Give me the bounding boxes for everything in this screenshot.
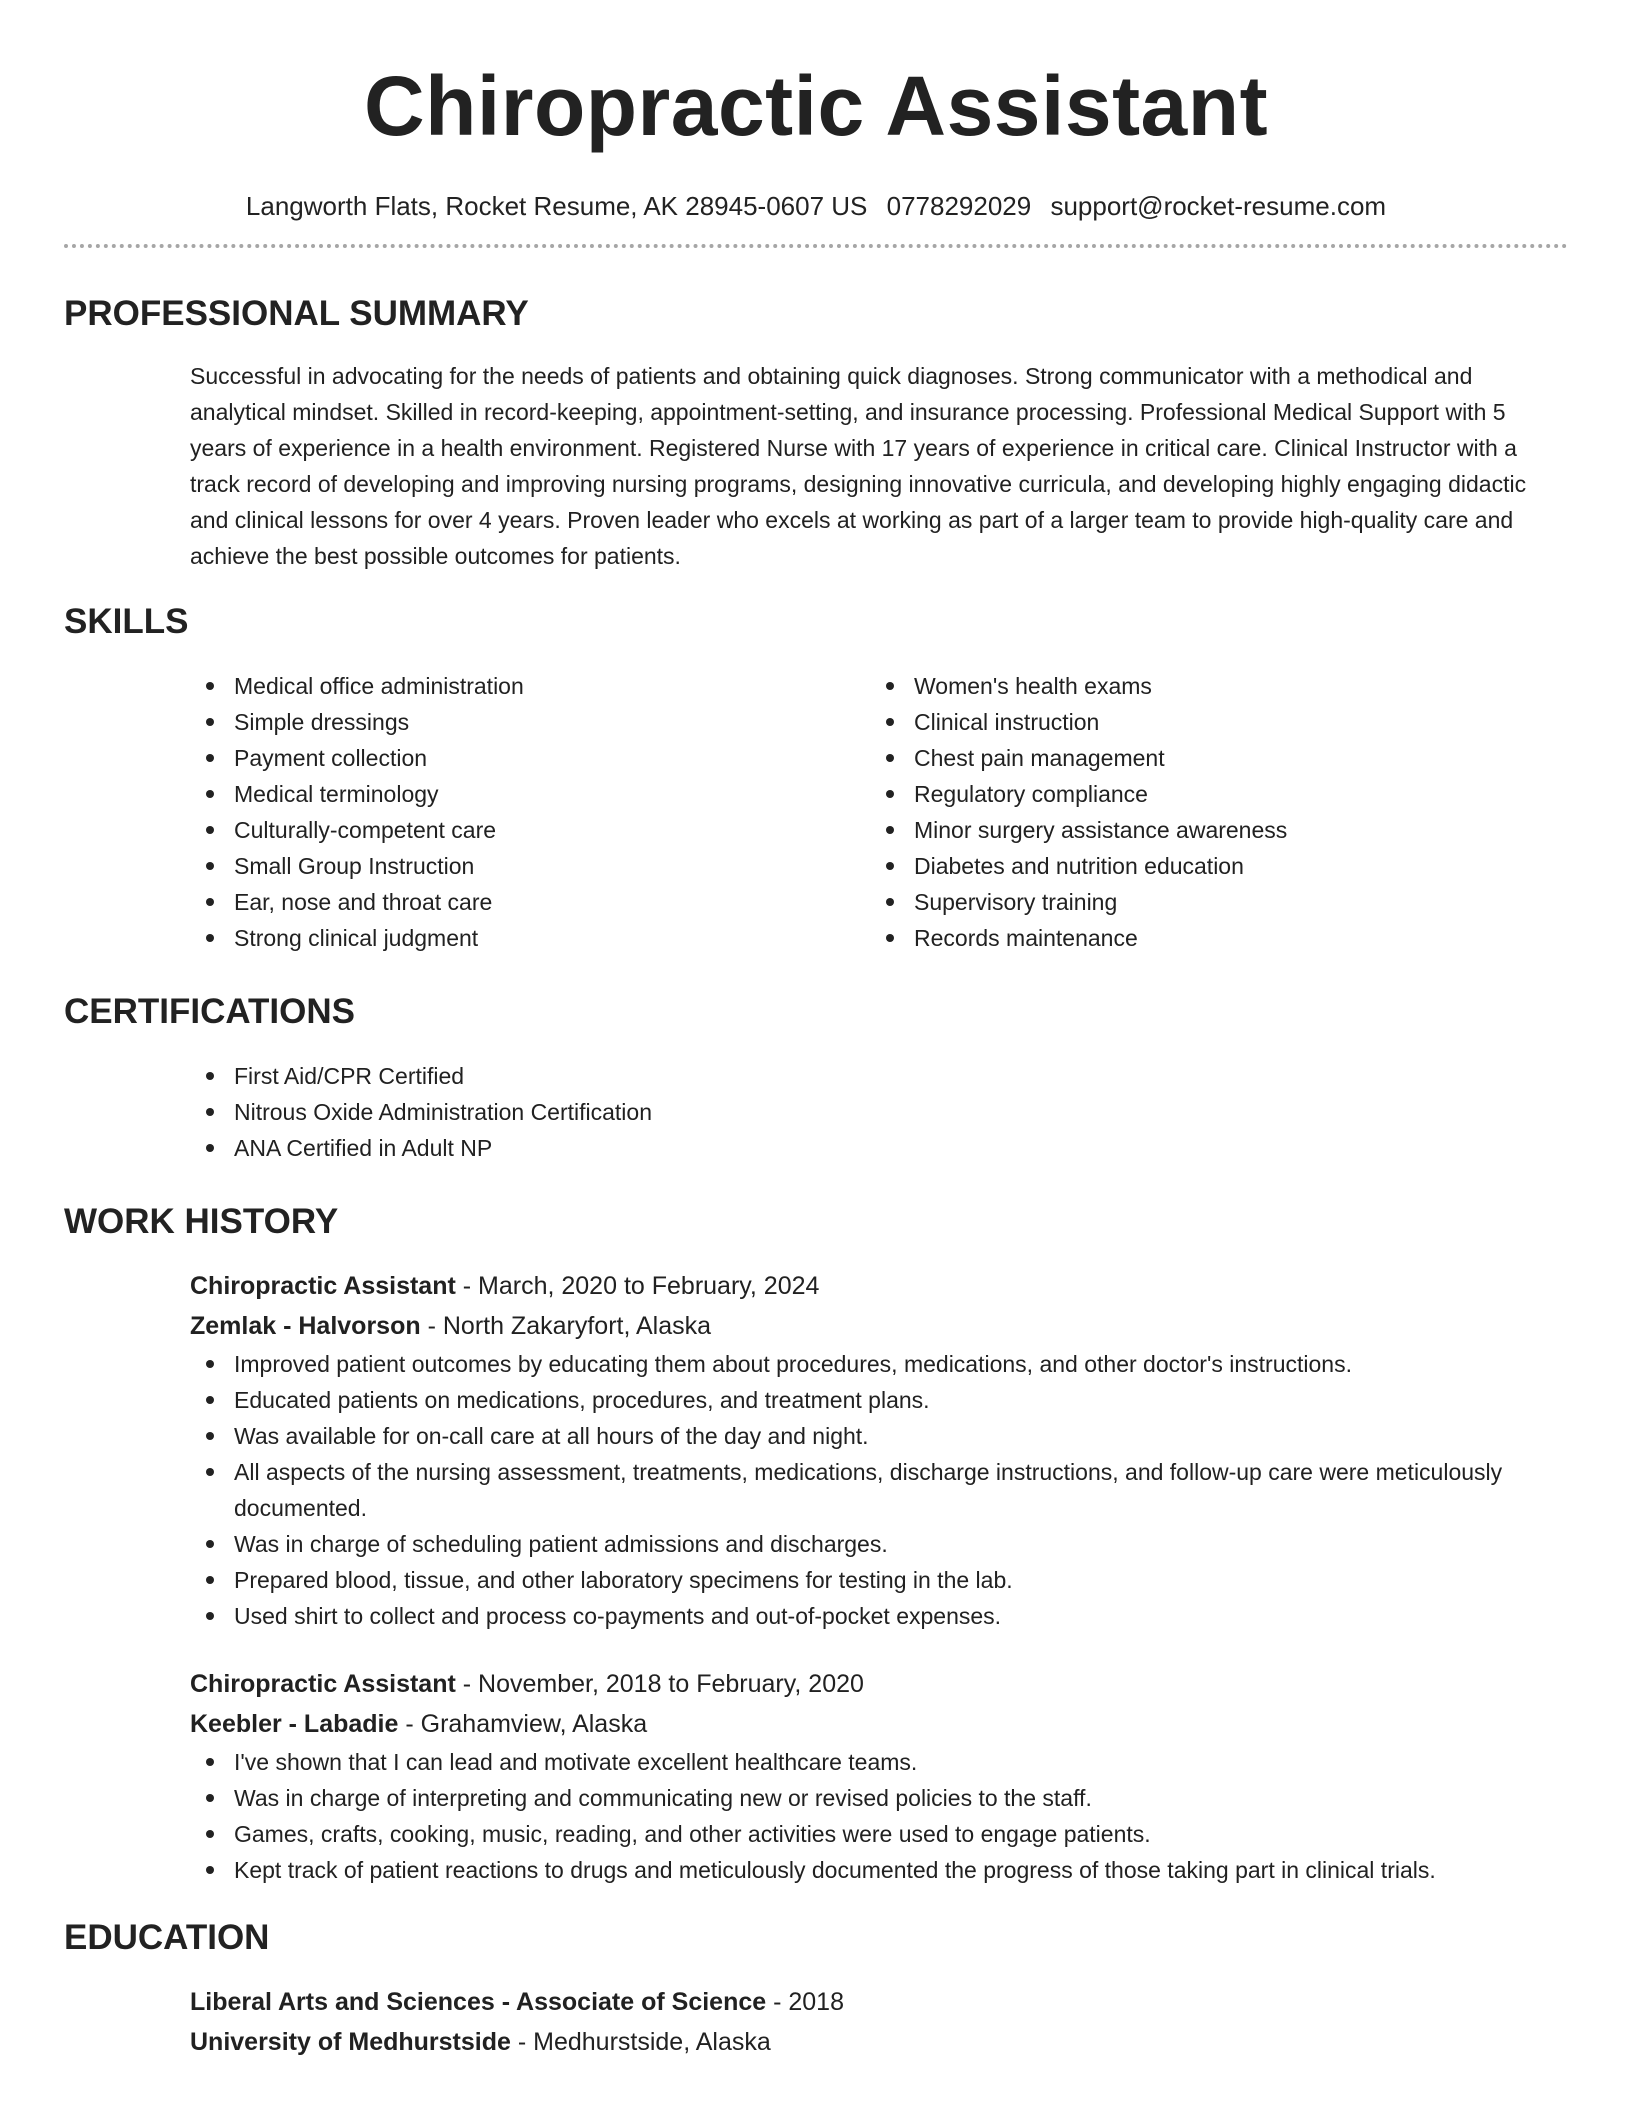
job-entry <box>64 1266 1568 1634</box>
skills-list-left <box>190 668 870 956</box>
skill-item: Women's health exams <box>870 668 1550 704</box>
work-history-heading: WORK HISTORY <box>64 1202 339 1241</box>
job-duty: Used shirt to collect and process co-payments and out-of-pocket expenses. <box>190 1598 1568 1634</box>
job-duty: Improved patient outcomes by educating them about procedures, medications, and other doctor's instructions. <box>190 1346 1568 1382</box>
graduation-year: - 2018 <box>766 1988 844 2016</box>
skill-item: Simple dressings <box>190 704 870 740</box>
job-role: Chiropractic Assistant <box>190 1670 456 1698</box>
job-duty: Was available for on-call care at all hours of the day and night. <box>190 1418 1568 1454</box>
skill-item: Clinical instruction <box>870 704 1550 740</box>
skill-item: Diabetes and nutrition education <box>870 848 1550 884</box>
skills-grid <box>64 668 1568 956</box>
job-duty: Was in charge of scheduling patient admissions and discharges. <box>190 1526 1568 1562</box>
job-duty: Kept track of patient reactions to drugs and meticulously documented the progress of those taking part in clinical trials. <box>190 1852 1568 1888</box>
skills-column-right <box>870 668 1550 956</box>
skills-list-right <box>870 668 1550 956</box>
skill-item: Small Group Instruction <box>190 848 870 884</box>
certifications-heading: CERTIFICATIONS <box>64 992 356 1031</box>
certifications-list <box>190 1058 1568 1166</box>
job-duty: Educated patients on medications, procedures, and treatment plans. <box>190 1382 1568 1418</box>
education-entry <box>64 1982 1568 2062</box>
skill-item: Medical terminology <box>190 776 870 812</box>
school-name: University of Medhurstside <box>190 2028 511 2056</box>
skill-item: Records maintenance <box>870 920 1550 956</box>
skill-item: Supervisory training <box>870 884 1550 920</box>
job-duty: Prepared blood, tissue, and other laboratory specimens for testing in the lab. <box>190 1562 1568 1598</box>
job-duties-list <box>190 1744 1568 1888</box>
skill-item: Minor surgery assistance awareness <box>870 812 1550 848</box>
job-duties-list <box>190 1346 1568 1634</box>
job-duty: I've shown that I can lead and motivate excellent healthcare teams. <box>190 1744 1568 1780</box>
skills-column-left <box>190 668 870 956</box>
school-line <box>190 2022 1568 2062</box>
job-title-line <box>190 1664 1568 1704</box>
skill-item: Strong clinical judgment <box>190 920 870 956</box>
job-role: Chiropractic Assistant <box>190 1272 456 1300</box>
certification-item: ANA Certified in Adult NP <box>190 1130 1568 1166</box>
skill-item: Regulatory compliance <box>870 776 1550 812</box>
header-divider <box>64 244 1568 248</box>
job-dates: - March, 2020 to February, 2024 <box>455 1272 820 1300</box>
phone-number: 0778292029 <box>886 191 1032 221</box>
skill-item: Medical office administration <box>190 668 870 704</box>
job-company: Keebler - Labadie <box>190 1710 399 1738</box>
contact-line <box>64 190 1568 222</box>
job-duty: Was in charge of interpreting and communicating new or revised policies to the staff. <box>190 1780 1568 1816</box>
job-company: Zemlak - Halvorson <box>190 1312 421 1340</box>
certification-item: Nitrous Oxide Administration Certification <box>190 1094 1568 1130</box>
address: Langworth Flats, Rocket Resume, AK 28945-0607 US <box>245 191 868 221</box>
email-address: support@rocket-resume.com <box>1050 191 1387 221</box>
skills-heading: SKILLS <box>64 602 189 641</box>
skill-item: Payment collection <box>190 740 870 776</box>
summary-text: Successful in advocating for the needs of patients and obtaining quick diagnoses. Strong communicator with a methodical and analytical mindset. Skilled in record-keeping, appointment-setting, and insurance processing. Professional Medical Support with 5 years of experience in a health environment. Registered Nurse with 17 years of experience in critical care. Clinical Instructor with a track record of developing and improving nursing programs, designing innovative curricula, and developing highly engaging didactic and clinical lessons for over 4 years. Proven leader who excels at working as part of a larger team to provide high-quality care and achieve the best possible outcomes for patients. <box>190 363 1527 569</box>
skill-item: Culturally-competent care <box>190 812 870 848</box>
job-duty: All aspects of the nursing assessment, treatments, medications, discharge instructions, and follow-up care were meticulously documented. <box>190 1454 1568 1526</box>
degree-line <box>190 1982 1568 2022</box>
job-dates: - November, 2018 to February, 2020 <box>455 1670 864 1698</box>
job-title-line <box>190 1266 1568 1306</box>
job-location: - North Zakaryfort, Alaska <box>420 1312 712 1340</box>
degree-name: Liberal Arts and Sciences - Associate of Science <box>190 1988 767 2016</box>
skill-item: Chest pain management <box>870 740 1550 776</box>
job-duty: Games, crafts, cooking, music, reading, and other activities were used to engage patients. <box>190 1816 1568 1852</box>
job-company-line <box>190 1704 1568 1744</box>
skill-item: Ear, nose and throat care <box>190 884 870 920</box>
certification-item: First Aid/CPR Certified <box>190 1058 1568 1094</box>
job-entry <box>64 1664 1568 1888</box>
candidate-name: Chiropractic Assistant <box>363 59 1269 153</box>
certifications-section <box>64 1058 1568 1166</box>
job-location: - Grahamview, Alaska <box>398 1710 648 1738</box>
job-company-line <box>190 1306 1568 1346</box>
school-location: - Medhurstside, Alaska <box>510 2028 771 2056</box>
summary-heading: PROFESSIONAL SUMMARY <box>64 294 529 333</box>
education-heading: EDUCATION <box>64 1918 270 1957</box>
